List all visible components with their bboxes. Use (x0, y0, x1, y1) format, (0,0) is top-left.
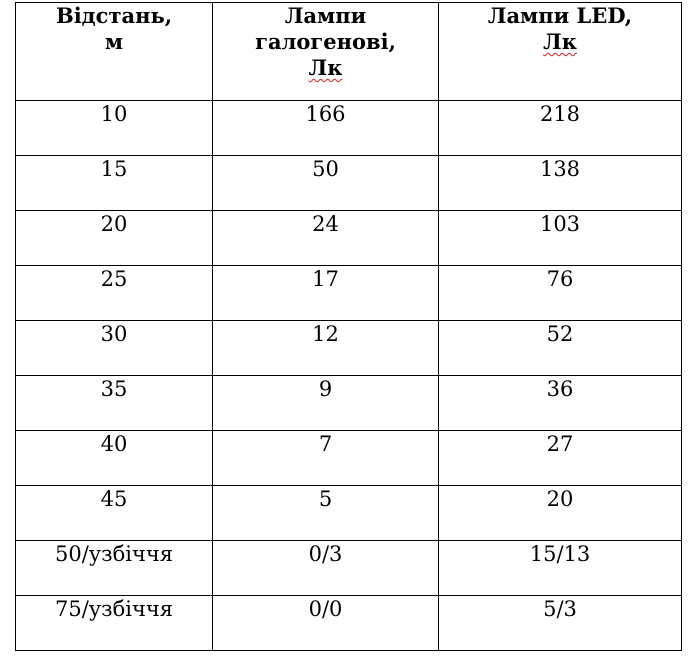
distance-cell: 75/узбіччя (16, 596, 213, 651)
header-halogen-unit (213, 55, 438, 81)
table-row (16, 596, 682, 651)
led-cell: 5/3 (439, 596, 682, 651)
header-distance-line2: м (104, 29, 124, 54)
header-halogen-line2: галогенові, (255, 29, 396, 54)
distance-cell: 15 (16, 156, 213, 211)
header-led-line1: Лампи LED, (487, 3, 633, 28)
halogen-cell: 0/3 (213, 541, 439, 596)
halogen-cell: 9 (213, 376, 439, 431)
table-row (16, 376, 682, 431)
led-cell: 138 (439, 156, 682, 211)
table-body (16, 101, 682, 651)
spellcheck-underlined-unit: Лк (543, 29, 577, 54)
header-distance (16, 3, 213, 101)
halogen-cell: 12 (213, 321, 439, 376)
halogen-cell: 24 (213, 211, 439, 266)
table-row (16, 431, 682, 486)
halogen-cell: 17 (213, 266, 439, 321)
distance-cell: 30 (16, 321, 213, 376)
table-row (16, 156, 682, 211)
header-led-unit (439, 29, 681, 55)
led-cell: 103 (439, 211, 682, 266)
header-row (16, 3, 682, 101)
illuminance-table (15, 2, 682, 651)
table-row (16, 486, 682, 541)
halogen-cell: 166 (213, 101, 439, 156)
distance-cell: 45 (16, 486, 213, 541)
led-cell: 36 (439, 376, 682, 431)
table-row (16, 101, 682, 156)
header-distance-line1: Відстань, (55, 3, 173, 28)
distance-cell: 25 (16, 266, 213, 321)
led-cell: 218 (439, 101, 682, 156)
spellcheck-underlined-unit: Лк (308, 55, 343, 80)
distance-cell: 50/узбіччя (16, 541, 213, 596)
led-cell: 52 (439, 321, 682, 376)
table-row (16, 321, 682, 376)
table-row (16, 211, 682, 266)
distance-cell: 40 (16, 431, 213, 486)
halogen-cell: 5 (213, 486, 439, 541)
distance-cell: 10 (16, 101, 213, 156)
header-halogen (213, 3, 439, 101)
halogen-cell: 0/0 (213, 596, 439, 651)
led-cell: 76 (439, 266, 682, 321)
table-row (16, 541, 682, 596)
table-row (16, 266, 682, 321)
table-header (16, 3, 682, 101)
header-halogen-line1: Лампи (284, 3, 367, 28)
led-cell: 20 (439, 486, 682, 541)
header-led (439, 3, 682, 101)
distance-cell: 20 (16, 211, 213, 266)
distance-cell: 35 (16, 376, 213, 431)
led-cell: 15/13 (439, 541, 682, 596)
halogen-cell: 50 (213, 156, 439, 211)
halogen-cell: 7 (213, 431, 439, 486)
led-cell: 27 (439, 431, 682, 486)
